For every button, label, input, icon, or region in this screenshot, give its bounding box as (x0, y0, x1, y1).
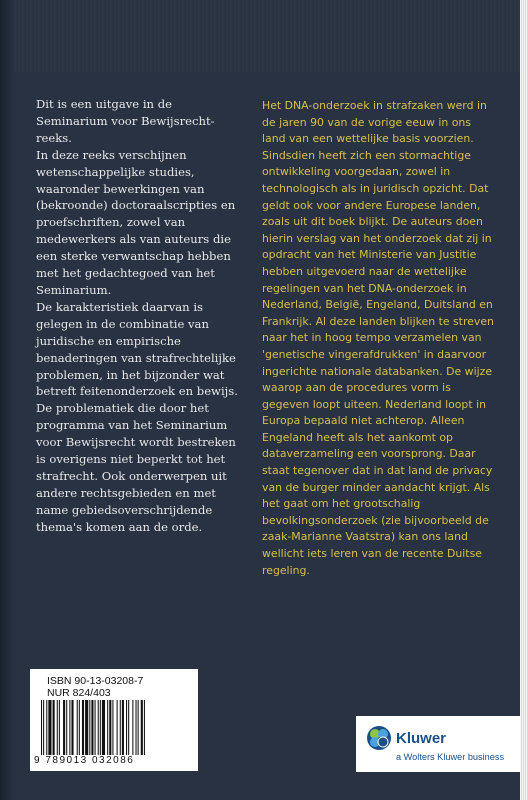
barcode-bars (41, 700, 189, 755)
isbn-text: ISBN 90-13-03208-7 (47, 675, 144, 687)
nur-text: NUR 824/403 (47, 687, 111, 699)
series-paragraph-1: Dit is een uitgave in de Seminarium voor Bewijsrecht-reeks. (36, 97, 215, 145)
publisher-name: Kluwer (396, 730, 447, 747)
publisher-panel (356, 716, 520, 772)
top-texture-band (14, 0, 520, 72)
page-edge (520, 0, 528, 800)
barcode-panel (30, 669, 198, 771)
series-paragraph-4: De problematiek die door het programma van het Seminarium voor Bewijsrecht wordt bestreken is overigens niet beperkt tot het strafrecht. Ook onderwerpen uit andere rechtsgebieden en met name gebiedsoverschrijdende thema's komen aan de orde. (36, 401, 236, 534)
spine-shadow (0, 0, 14, 800)
blurb-paragraph: Het DNA-onderzoek in strafzaken werd in de jaren 90 van de vorige eeuw in ons land van een wettelijke basis voorzien. Sindsdien heeft zich een stormachtige ontwikkeling voorgedaan, zowel in technologisch als in juridisch opzicht. Dat geldt ook voor andere Europese landen, zoals uit dit boek blijkt. De auteurs doen hierin verslag van het onderzoek dat zij in opdracht van het Ministerie van Justitie hebben uitgevoerd naar de wettelijke regelingen van het DNA-onderzoek in Nederland, België, Engeland, Duitsland en Frankrijk. Al deze landen blijken te streven naar het in hoog tempo verzamelen van 'genetische vingerafdrukken' in daarvoor ingerichte nationale databanken. De wijze waarop aan de procedures vorm is gegeven loopt uiteen. Nederland loopt in Europa bepaald niet achterop. Alleen Engeland heeft als het aankomt op dataverzameling een voorsprong. Daar staat tegenover dat in dat land de privacy van de burger minder aandacht krijgt. Als het gaat om het grootschalig bevolkingsonderzoek (zie bijvoorbeeld de zaak-Marianne Vaatstra) kan ons land wellicht iets leren van de recente Duitse regeling. (262, 99, 494, 577)
publisher-tagline: a Wolters Kluwer business (396, 752, 505, 762)
barcode-digits: 9 789013 032086 (34, 755, 135, 766)
series-description (36, 96, 244, 536)
series-paragraph-2: In deze reeks verschijnen wetenschappelijke studies, waaronder bewerkingen van (bekroonde) doctoraalscripties en proefschriften, zowel van medewerkers als van auteurs die een sterke verwantschap hebben met het gedachtegoed van het Seminarium. (36, 147, 236, 297)
book-blurb (262, 98, 497, 579)
kluwer-logo-icon (366, 725, 392, 751)
series-paragraph-3: De karakteristiek daarvan is gelegen in de combinatie van juridische en empirische benaderingen van strafrechtelijke problemen, in het bijzonder wat betreft feitenonderzoek en bewijs. (36, 299, 238, 399)
